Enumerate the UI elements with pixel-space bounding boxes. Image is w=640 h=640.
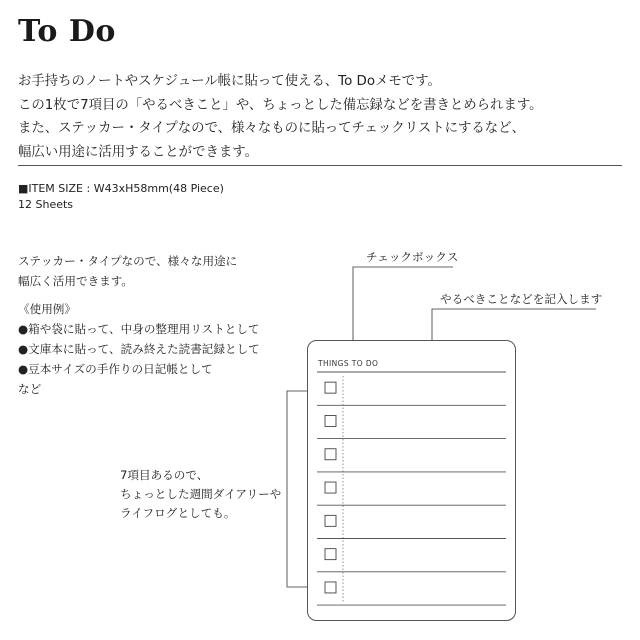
note-line: ライフログとしても。 — [120, 506, 236, 520]
checkbox-icon — [325, 549, 336, 560]
note-line: 7項目あるので、 — [120, 468, 209, 482]
intro-line: 幅広い用途に活用することができます。 — [18, 144, 258, 160]
sheet-count: 12 Sheets — [18, 198, 74, 211]
checkbox-callout: チェックボックス — [366, 250, 459, 264]
checkbox-icon — [325, 515, 336, 526]
card-heading: THINGS TO DO — [318, 359, 379, 368]
usage-item: ●豆本サイズの手作りの日記帳として — [18, 362, 213, 376]
intro-line: お手持ちのノートやスケジュール帳に貼って使える、To Doメモです。 — [18, 74, 441, 89]
item-size: ■ITEM SIZE : W43xH58mm(48 Piece) — [18, 182, 224, 195]
note-line: ちょっとした週間ダイアリーや — [120, 487, 282, 501]
usage-item: ●文庫本に貼って、読み終えた読書記録として — [18, 342, 260, 356]
write-callout: やるべきことなどを記入します — [440, 292, 603, 306]
usage-etc: など — [18, 382, 42, 396]
intro-line: この1枚で7項目の「やるべきこと」や、ちょっとした備忘録などを書きとめられます。 — [18, 97, 543, 113]
card-outline — [308, 341, 516, 621]
usage-heading: 《使用例》 — [18, 302, 76, 316]
page-title: To Do — [18, 14, 116, 49]
intro-line: また、ステッカー・タイプなので、様々なものに貼ってチェックリストにするなど、 — [18, 121, 525, 136]
feature-line: 幅広く活用できます。 — [18, 274, 134, 288]
checkbox-icon — [325, 482, 336, 493]
feature-line: ステッカー・タイプなので、様々な用途に — [18, 254, 238, 268]
checkbox-icon — [325, 415, 336, 426]
checkbox-icon — [325, 449, 336, 460]
checkbox-icon — [325, 582, 336, 593]
usage-item: ●箱や袋に貼って、中身の整理用リストとして — [18, 322, 260, 336]
checkbox-icon — [325, 382, 336, 393]
